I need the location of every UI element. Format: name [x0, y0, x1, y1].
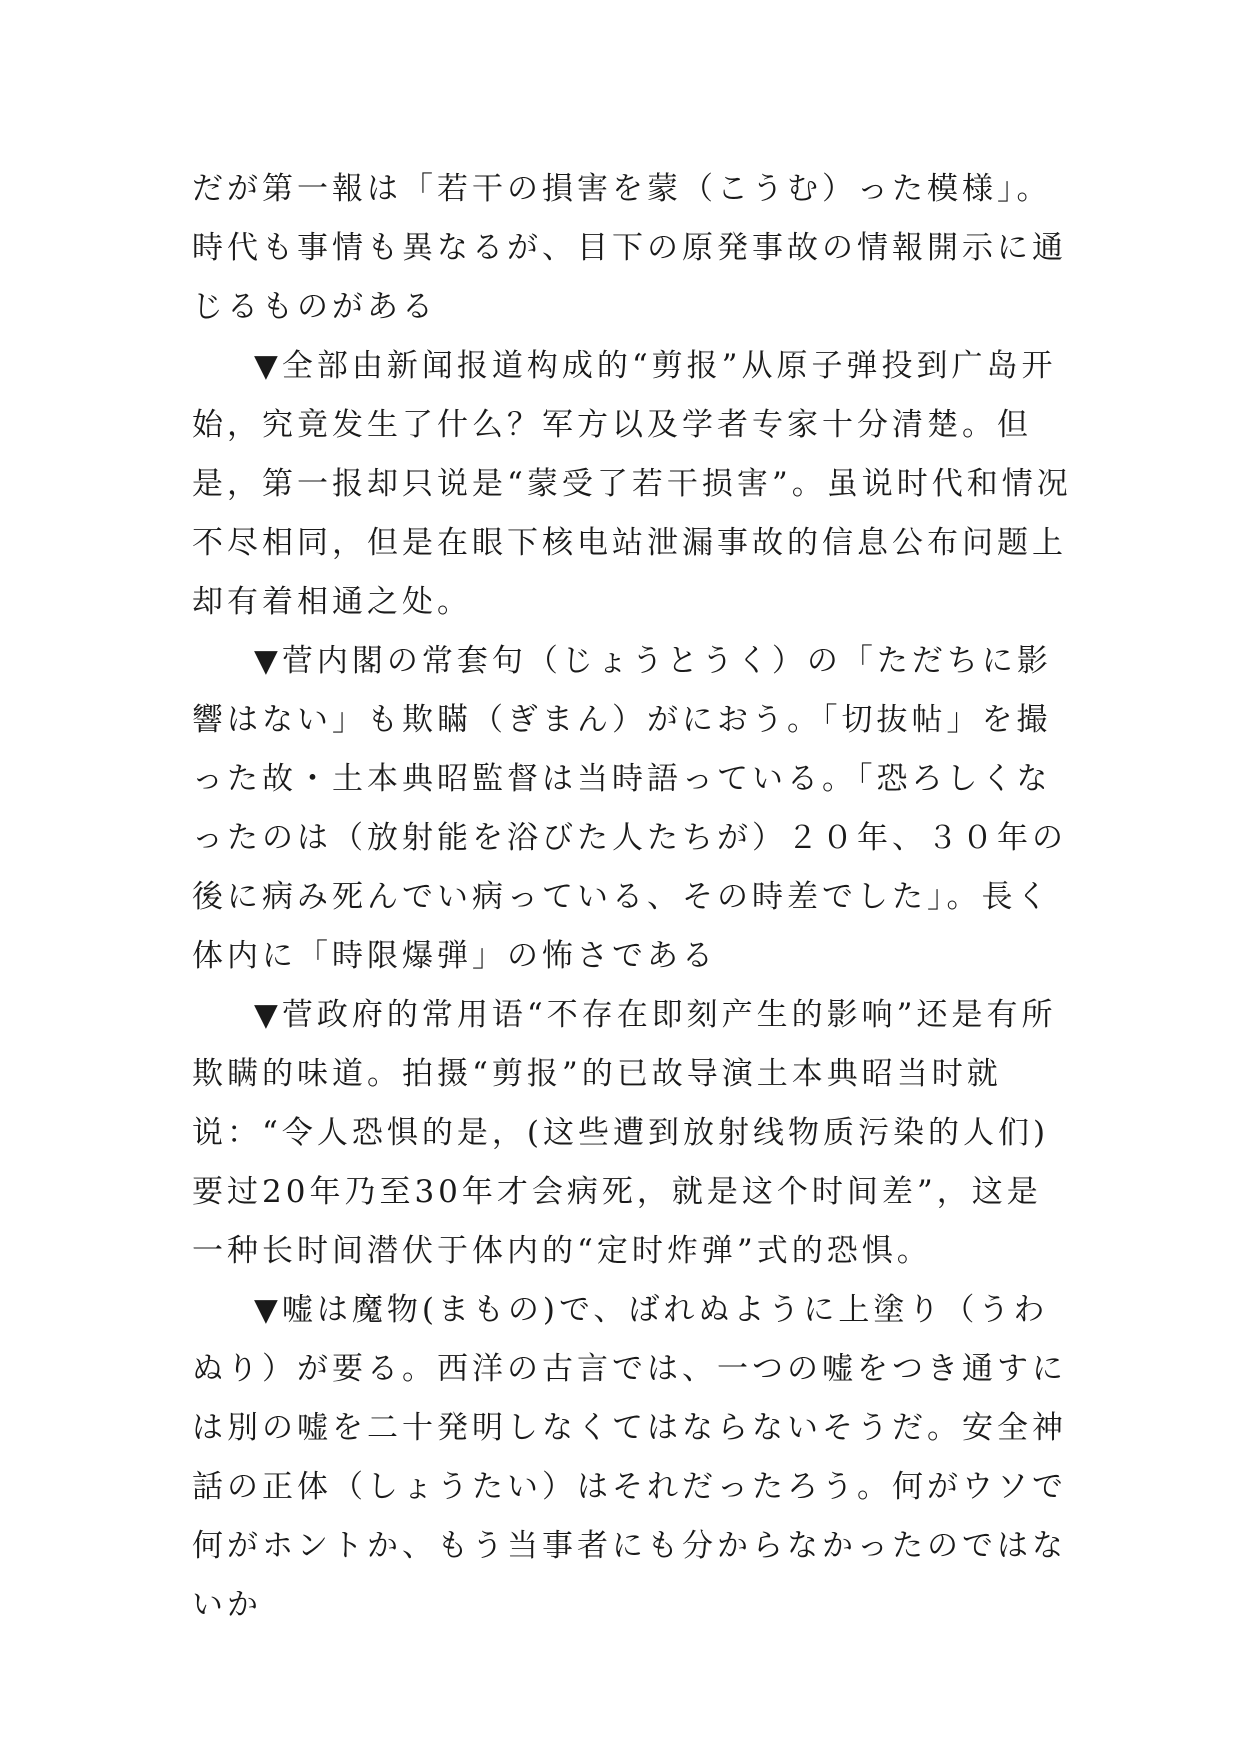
- paragraph-3: ▼菅内閣の常套句（じょうとうく）の「ただちに影響はない」も欺瞞（ぎまん）がにおう。「切抜帖」を撮った故・土本典昭監督は当時語っている。「恐ろしくなったのは（放射能を浴びた人たちが）２０年、３０年の後に病み死んでい病っている、その時差でした」。長く体内に「時限爆弾」の怖さである: [192, 643, 1067, 974]
- paragraph-5: ▼嘘は魔物(まもの)で、ばれぬように上塗り（うわぬり）が要る。西洋の古言では、一つの嘘をつき通すには別の嘘を二十発明しなくてはならないそうだ。安全神話の正体（しょうたい）はそれだったろう。何がウソで何がホントか、もう当事者にも分からなかったのではないか: [192, 1292, 1067, 1623]
- paragraph-1: だが第一報は「若干の損害を蒙（こうむ）った模様」。時代も事情も異なるが、目下の原発事故の情報開示に通じるものがある: [192, 171, 1067, 325]
- paragraph-4: ▼菅政府的常用语“不存在即刻产生的影响”还是有所欺瞒的味道。拍摄“剪报”的已故导演土本典昭当时就说：“令人恐惧的是，(这些遭到放射线物质污染的人们)要过20年乃至30年才会病死，就是这个时间差”，这是一种长时间潜伏于体内的“定时炸弹”式的恐惧。: [192, 997, 1057, 1269]
- paragraph-2: ▼全部由新闻报道构成的“剪报”从原子弹投到广岛开始，究竟发生了什么？军方以及学者专家十分清楚。但是，第一报却只说是“蒙受了若干损害”。虽说时代和情况不尽相同，但是在眼下核电站泄漏事故的信息公布问题上却有着相通之处。: [192, 348, 1072, 620]
- article-body: [192, 160, 1072, 1635]
